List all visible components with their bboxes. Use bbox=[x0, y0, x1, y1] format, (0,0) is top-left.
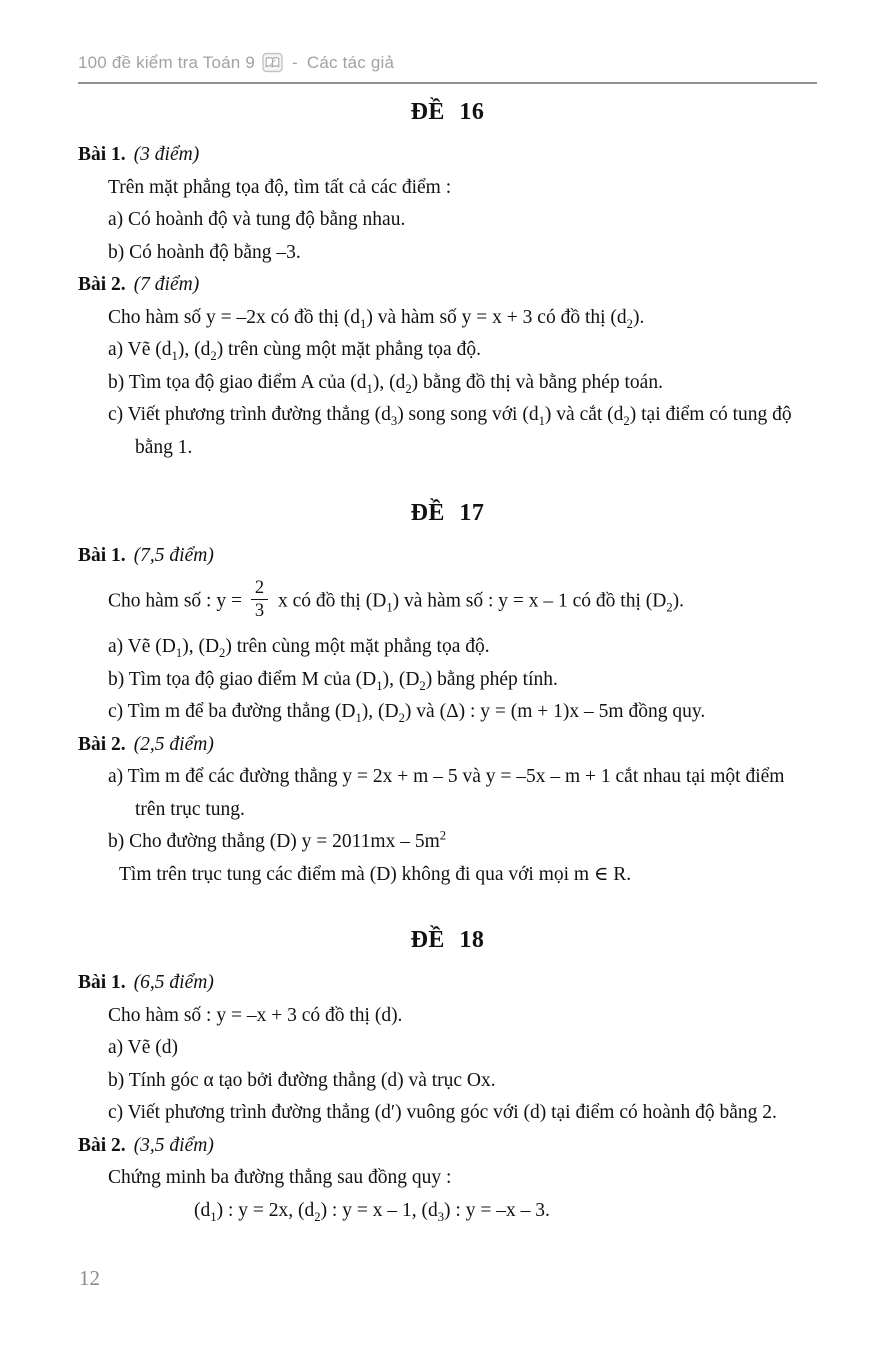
header-book-title: 100 đề kiểm tra Toán 9 bbox=[78, 52, 256, 72]
text-line: $(d_1)$ : y = 2x, $(d_2)$ : y = x – 1, $(d_3)$ : y = –x – 3. bbox=[194, 1199, 550, 1224]
problem-points: (7 điểm) bbox=[133, 274, 200, 295]
text-line: c) Viết phương trình đường thẳng (d′) vuông góc với (d) tại điểm có hoành độ bằng 2. bbox=[108, 1102, 777, 1123]
text-line: Tìm trên trục tung các điểm mà (D) không đi qua với mọi m ∈ R. bbox=[119, 863, 632, 885]
problem-label: Bài 1. bbox=[78, 545, 126, 566]
problem-points: (2,5 điểm) bbox=[133, 733, 214, 755]
text-line: c) Tìm m để ba đường thẳng $(D_1)$, $(D_2)$ và (Δ) : y = (m + 1)x – 5m đồng quy. bbox=[108, 701, 706, 725]
text-line: a) Vẽ (d) bbox=[108, 1037, 179, 1058]
header-separator: - bbox=[292, 52, 298, 72]
text-line: b) Cho đường thẳng (D) $y = 2011mx - 5m^2$ bbox=[108, 828, 447, 852]
text-line: Cho hàm số : y = –x + 3 có đồ thị (d). bbox=[108, 1004, 403, 1026]
problem-label: Bài 2. bbox=[78, 1134, 126, 1156]
text-line: a) Có hoành độ và tung độ bằng nhau. bbox=[108, 209, 406, 230]
header-author: Các tác giả bbox=[306, 52, 395, 72]
problem-points: (6,5 điểm) bbox=[133, 972, 214, 993]
problem-label: Bài 1. bbox=[78, 144, 126, 165]
document-content bbox=[78, 99, 817, 1227]
text-line: c) Viết phương trình đường thẳng $(d_3)$ song song với $(d_1)$ và cắt $(d_2)$ tại điểm có tung độ bằng 1. bbox=[108, 404, 792, 458]
problem-label-line bbox=[78, 967, 817, 1000]
text-line: a) Vẽ $(D_1)$, $(D_2)$ trên cùng một mặt phẳng tọa độ. bbox=[108, 636, 490, 660]
problem-label-line bbox=[78, 540, 817, 573]
page-header bbox=[78, 52, 817, 84]
problem-label-line bbox=[78, 139, 817, 172]
text-line: a) Tìm m để các đường thẳng y = 2x + m – 5 và y = –5x – m + 1 cắt nhau tại một điểm trên trục tung. bbox=[108, 766, 785, 820]
problem-points: (7,5 điểm) bbox=[133, 545, 214, 566]
text-line: Trên mặt phẳng tọa độ, tìm tất cả các điểm : bbox=[108, 176, 452, 198]
text-line: Chứng minh ba đường thẳng sau đồng quy : bbox=[108, 1167, 452, 1188]
text-line: Cho hàm số y = –2x có đồ thị $(d_1)$ và hàm số y = x + 3 có đồ thị $(d_2)$. bbox=[108, 306, 645, 331]
page-number: 12 bbox=[79, 1266, 100, 1290]
text-line: Cho hàm số : y = $\frac{2}{3}$ x có đồ thị $(D_1)$ và hàm số : y = x – 1 có đồ thị $(D_2)$. bbox=[108, 576, 685, 622]
text-line: b) Tìm tọa độ giao điểm M của $(D_1)$, $(D_2)$ bằng phép tính. bbox=[108, 668, 558, 693]
section-title: ĐỀ 16 bbox=[410, 99, 485, 125]
problem-points: (3,5 điểm) bbox=[133, 1134, 214, 1156]
book-icon bbox=[262, 52, 283, 73]
problem-label: Bài 1. bbox=[78, 972, 126, 993]
exam-section bbox=[78, 500, 817, 891]
text-line: b) Có hoành độ bằng –3. bbox=[108, 241, 301, 263]
section-title: ĐỀ 18 bbox=[410, 927, 485, 953]
problem-label: Bài 2. bbox=[78, 733, 126, 755]
text-line: b) Tìm tọa độ giao điểm A của $(d_1)$, $(d_2)$ bằng đồ thị và bằng phép toán. bbox=[108, 371, 663, 396]
problem-label-line bbox=[78, 269, 817, 302]
problem-label: Bài 2. bbox=[78, 274, 126, 295]
problem-label-line bbox=[78, 1130, 817, 1163]
text-line: b) Tính góc α tạo bởi đường thẳng (d) và trục Ox. bbox=[108, 1069, 496, 1091]
exam-section bbox=[78, 99, 817, 464]
exam-section bbox=[78, 927, 817, 1227]
text-line: a) Vẽ $(d_1)$, $(d_2)$ trên cùng một mặt phẳng tọa độ. bbox=[108, 339, 481, 363]
problem-points: (3 điểm) bbox=[133, 144, 200, 165]
problem-label-line bbox=[78, 729, 817, 762]
section-title: ĐỀ 17 bbox=[410, 500, 485, 526]
